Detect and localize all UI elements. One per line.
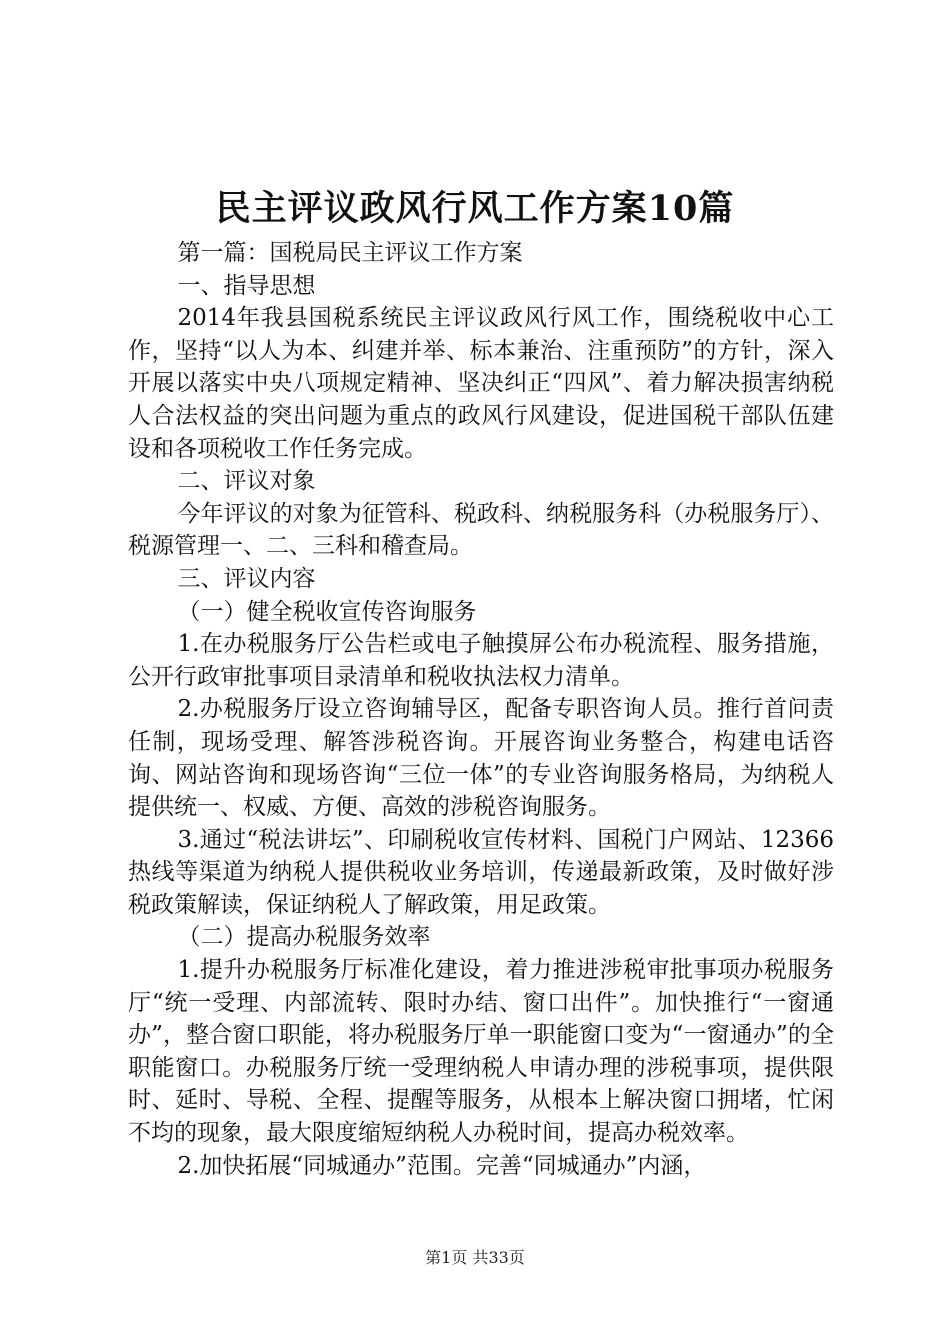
- body-paragraph: 今年评议的对象为征管科、税政科、纳税服务科（办税服务厅）、税源管理一、二、三科和稽查局。: [128, 500, 834, 560]
- body-paragraph: 2.加快拓展“同城通办”范围。完善“同城通办”内涵，: [177, 1152, 707, 1179]
- subsection-heading: （二）提高办税服务效率: [177, 924, 431, 951]
- body-paragraph: 1.提升办税服务厅标准化建设，着力推进涉税审批事项办税服务厅“统一受理、内部流转、限时办结、窗口出件”。加快推行“一窗通办”，整合窗口职能，将办税服务厅单一职能窗口变为“一窗通办”的全职能窗口。办税服务厅统一受理纳税人申请办理的涉税事项，提供限时、延时、导税、全程、提醒等服务，从根本上解决窗口拥堵，忙闲不均的现象，最大限度缩短纳税人办税时间，提高办税效率。: [128, 957, 834, 1147]
- body-paragraph: 1.在办税服务厅公告栏或电子触摸屏公布办税流程、服务措施，公开行政审批事项目录清单和税收执法权力清单。: [128, 631, 834, 690]
- section-heading: 第一篇：国税局民主评议工作方案: [177, 240, 523, 266]
- section-heading: 一、指导思想: [177, 272, 316, 299]
- document-body: [128, 237, 834, 1182]
- section-heading: 三、评议内容: [177, 565, 316, 592]
- body-paragraph: 3.通过“税法讲坛”、印刷税收宣传材料、国税门户网站、12366热线等渠道为纳税人提供税收业务培训，传递最新政策，及时做好涉税政策解读，保证纳税人了解政策，用足政策。: [128, 826, 834, 918]
- body-paragraph: 2.办税服务厅设立咨询辅导区，配备专职咨询人员。推行首问责任制，现场受理、解答涉税咨询。开展咨询业务整合，构建电话咨询、网站咨询和现场咨询“三位一体”的专业咨询服务格局，为纳税人提供统一、权威、方便、高效的涉税咨询服务。: [128, 696, 834, 821]
- document-title: 民主评议政风行风工作方案10篇: [215, 188, 735, 229]
- subsection-heading: （一）健全税收宣传咨询服务: [177, 598, 477, 625]
- section-heading: 二、评议对象: [177, 468, 316, 495]
- body-paragraph: 2014年我县国税系统民主评议政风行风工作，围绕税收中心工作，坚持“以人为本、纠建并举、标本兼治、注重预防”的方针，深入开展以落实中央八项规定精神、坚决纠正“四风”、着力解决损害纳税人合法权益的突出问题为重点的政风行风建设，促进国税干部队伍建设和各项税收工作任务完成。: [128, 305, 834, 462]
- page-footer: 第1页 共33页: [425, 1248, 525, 1267]
